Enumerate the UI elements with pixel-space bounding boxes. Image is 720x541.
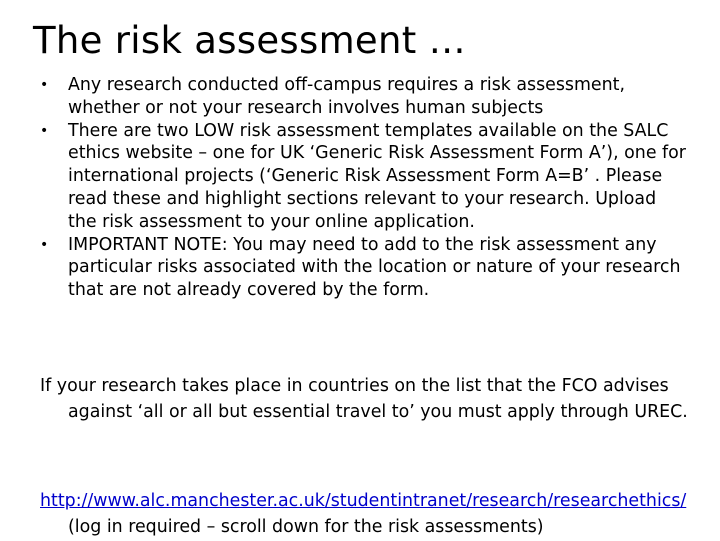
bullet-text: Any research conducted off-campus requires a risk assessment, whether or not your research involves human subjects (68, 75, 625, 118)
slide-title: The risk assessment … (33, 19, 466, 62)
bullet-item (40, 234, 690, 302)
link-paragraph (40, 488, 718, 541)
bullet-icon: • (40, 122, 49, 139)
bullet-list (40, 74, 690, 302)
bullet-icon: • (40, 77, 49, 93)
bullet-text: There are two LOW risk assessment templates available on the SALC ethics website – one for UK ‘Generic Risk Assessment Form A’), one for international projects (‘Generic Risk Assessment Form A=B’ . Please read these and highlight sections relevant to your research. Upload the risk assessment to your online application. (68, 120, 686, 232)
bullet-item (40, 74, 690, 120)
bullet-icon: • (40, 236, 49, 253)
bullet-item (40, 120, 690, 234)
fco-paragraph: If your research takes place in countries on the list that the FCO advises against ‘all or all but essential travel to’ you must apply through UREC. (40, 376, 688, 423)
research-ethics-link[interactable]: http://www.alc.manchester.ac.uk/studentintranet/research/researchethics/ (40, 491, 687, 511)
link-note: (log in required – scroll down for the risk assessments) (68, 517, 544, 538)
bullet-text: IMPORTANT NOTE: You may need to add to the risk assessment any particular risks associated with the location or nature of your research that are not already covered by the form. (68, 234, 681, 301)
